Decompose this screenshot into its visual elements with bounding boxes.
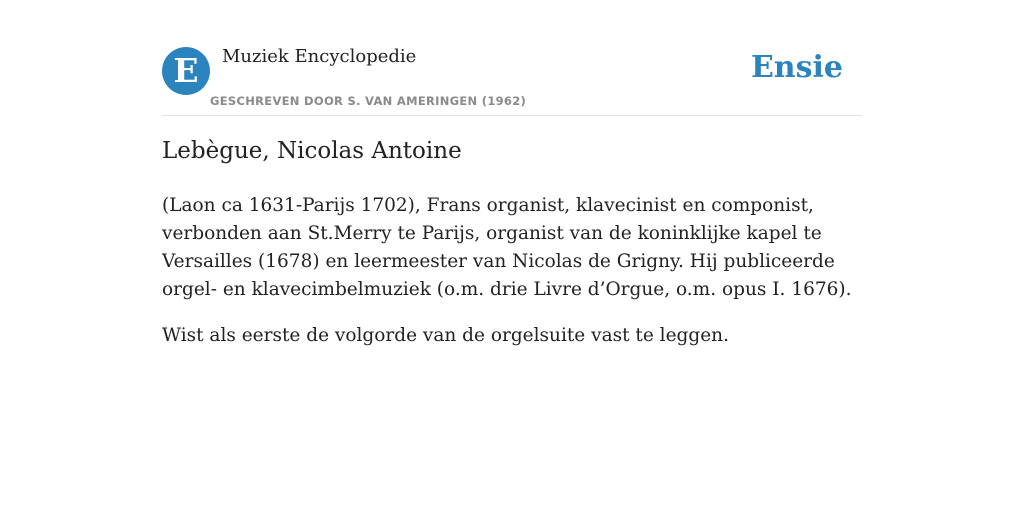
article-body <box>162 192 862 368</box>
article-paragraph: Wist als eerste de volgorde van de orgelsuite vast te leggen. <box>162 325 729 346</box>
article-paragraph: (Laon ca 1631-Parijs 1702), Frans organist, klavecinist en componist, verbonden aan St.Merry te Parijs, organist van de koninklijke kapel te Versailles (1678) en leermeester van Nicolas de Grigny. Hij publiceerde orgel- en klavecimbelmuziek (o.m. drie Livre d’Orgue, o.m. opus I. 1676). <box>162 195 852 300</box>
brand-logo[interactable]: Ensie <box>750 50 843 85</box>
logo-letter: E <box>173 51 199 90</box>
encyclopedia-logo[interactable] <box>162 47 210 95</box>
source-title[interactable]: Muziek Encyclopedie <box>222 46 417 67</box>
author-byline: GESCHREVEN DOOR S. VAN AMERINGEN (1962) <box>210 94 527 108</box>
header-divider <box>162 115 862 116</box>
article-title: Lebègue, Nicolas Antoine <box>162 138 462 164</box>
